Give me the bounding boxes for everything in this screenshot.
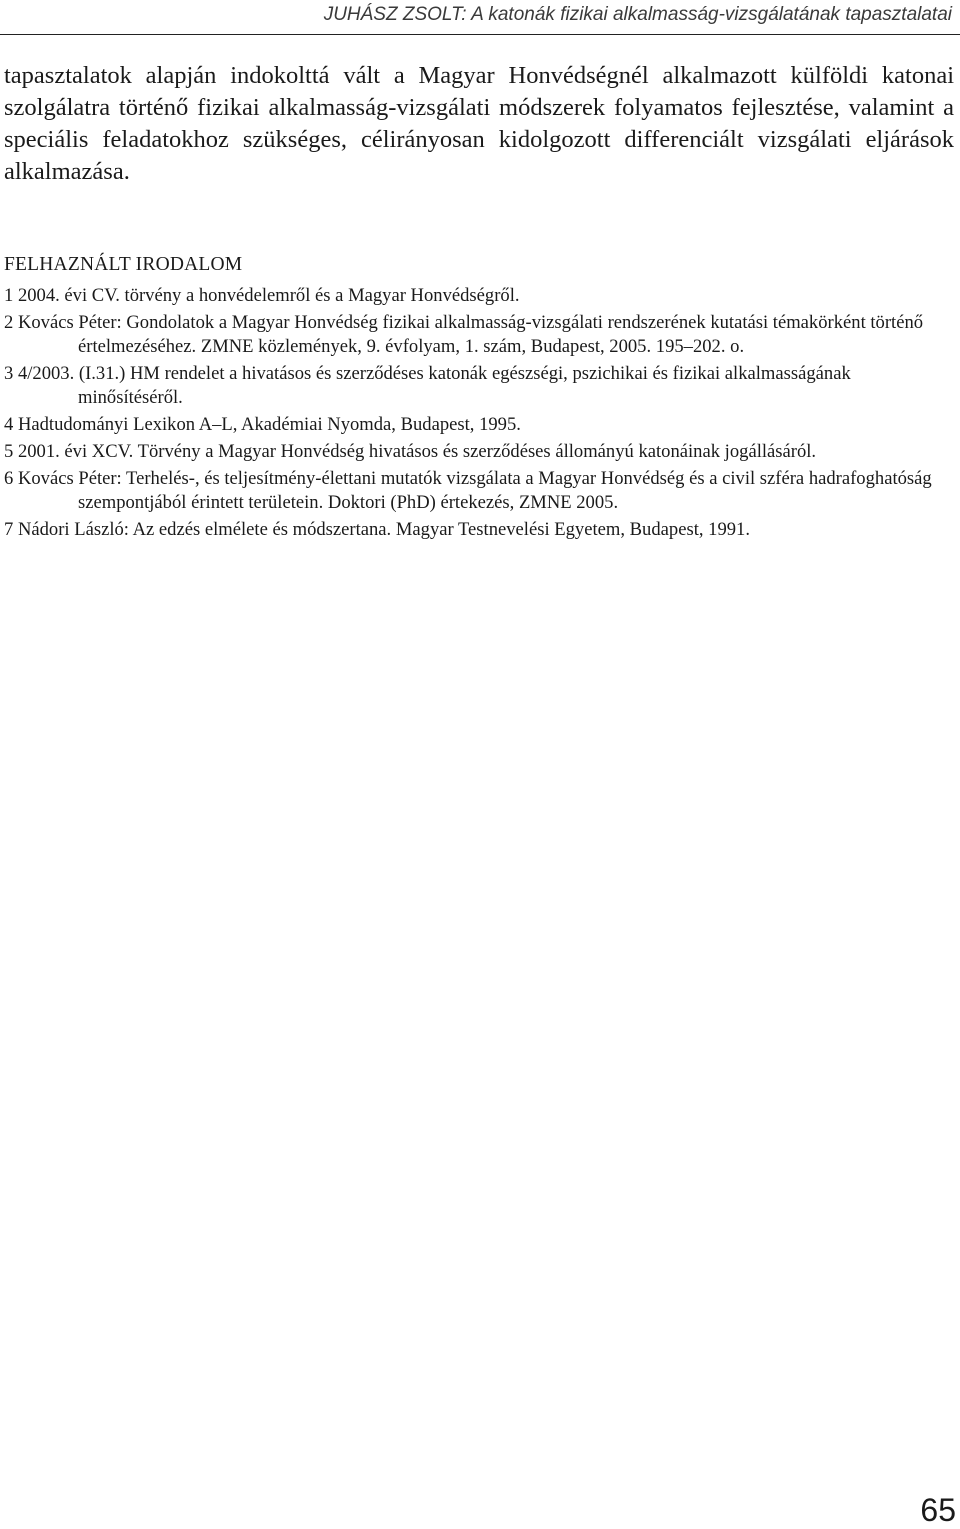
body-paragraph: tapasztalatok alapján indokolttá vált a Magyar Honvédségnél alkalmazott külföldi katonai szolgálatra történő fizikai alkalmasság-vizsgálati módszerek folyamatos fejlesztése, valamint a speciális feladatokhoz szükséges, célirányosan kidolgozott differenciált vizsgálati eljárások alkalmazása. (4, 62, 954, 185)
references-heading: FELHAZNÁLT IRODALOM (4, 254, 243, 275)
reference-item-5: 5 2001. évi XCV. Törvény a Magyar Honvédség hivatásos és szerződéses állományú katonáinak jogállásáról. (4, 441, 817, 462)
reference-item-2: 2 Kovács Péter: Gondolatok a Magyar Honvédség fizikai alkalmasság-vizsgálati rendszerének kutatási témakörként történő értelmezéséhez. ZMNE közlemények, 9. évfolyam, 1. szám, Budapest, 2005. 195–202. o. (4, 312, 924, 357)
reference-item-4: 4 Hadtudományi Lexikon A–L, Akadémiai Nyomda, Budapest, 1995. (4, 414, 521, 435)
header-rule (0, 34, 960, 35)
running-header: JUHÁSZ ZSOLT: A katonák fizikai alkalmasság-vizsgálatának tapasztalatai (323, 4, 952, 25)
reference-item-3: 3 4/2003. (I.31.) HM rendelet a hivatásos és szerződéses katonák egészségi, pszichikai és fizikai alkalmasságának minősítéséről. (4, 363, 851, 408)
reference-item-6: 6 Kovács Péter: Terhelés-, és teljesítmény-élettani mutatók vizsgálata a Magyar Honvédség és a civil szféra hadrafoghatóság szempontjából érintett területein. Doktori (PhD) értekezés, ZMNE 2005. (4, 468, 932, 513)
reference-list (4, 284, 956, 545)
reference-item-1: 1 2004. évi CV. törvény a honvédelemről és a Magyar Honvédségről. (4, 285, 520, 306)
reference-item-7: 7 Nádori László: Az edzés elmélete és módszertana. Magyar Testnevelési Egyetem, Budapest, 1991. (4, 519, 750, 540)
page-number: 65 (920, 1492, 956, 1528)
